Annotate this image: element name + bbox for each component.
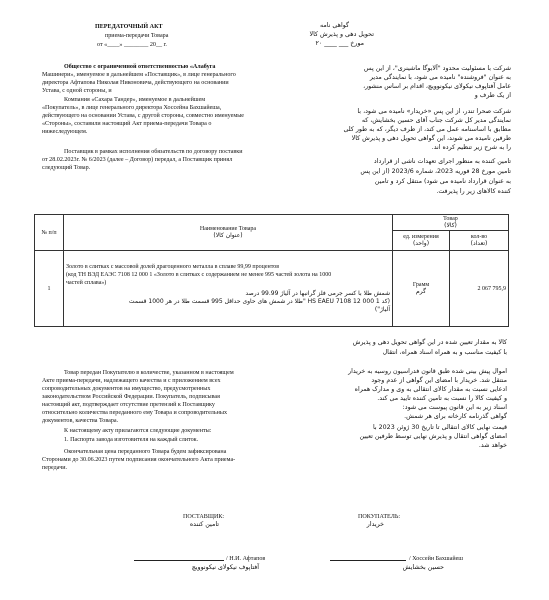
row-unit: Грамм گرم [393, 251, 450, 327]
preamble-fa-line: نمایندگی مدیر کل شرکت جناب آقای حسین بخشایش، که [361, 117, 511, 124]
preamble-ru-line: директора Афтапова Николая Никоновича, действующего на основании [42, 80, 229, 86]
col-header-goods: Товар (کالا) [393, 215, 509, 231]
act-subtitle-ru: приема-передачи Товара [105, 33, 169, 39]
col-header-unit: ед. измерения (واحد) [393, 231, 450, 251]
buyer-label-fa: خریدار [366, 521, 384, 528]
body-fa-line: امضای گواهی انتقال و پذیرش نهایی توسط طرفین تعیین [359, 433, 507, 440]
buyer-name-fa: حسین بخشایش [402, 564, 444, 571]
preamble-ru-line: Компания «Сахара Тандер», именуемое в дальнейшем [64, 97, 206, 103]
preamble-fa-line: به عنوان "فروشنده" نامیده می شود، با نمایندگی مدیر [369, 74, 511, 81]
body-fa-line: گواهی گذرنامه کارخانه برای هر شمش. [404, 413, 507, 420]
preamble-fa-line: شرکت صحرا تندر، از این پس «خریدار» نامیده می شود، با [357, 108, 511, 115]
body-ru-line: Товар передан Покупателю в количестве, указанном в настоящем [64, 370, 234, 376]
final-ru-line: Окончательная цена переданного Товара будем зафиксирована [64, 449, 227, 455]
preamble-ru-line: «Стороны», составили настоящий Акт приема-передачи Товара о [42, 121, 212, 127]
preamble-ru-line: Общество с ограниченной ответственностью «Алабуга [64, 64, 216, 70]
preamble-fa-line: طرفین نامیده می شوند، این گواهی تحویل دهی و پذیرش کالا [351, 135, 511, 142]
buyer-signature-line [330, 560, 406, 561]
final-ru-line: передачи. [42, 465, 68, 471]
act-title-ru: ПЕРЕДАТОЧНЫЙ АКТ [95, 24, 163, 30]
preamble-ru-line: Устава, с одной стороны, и [42, 88, 112, 94]
body-ru-line: относительно количества переданного ему Товара и сопроводительных [42, 410, 228, 416]
preamble-fa-line: شرکت با مسئولیت محدود "آلابوگا ماشینری"، از این پس [363, 65, 511, 72]
contract-ru-line: следующий Товар. [42, 165, 91, 171]
contract-fa-line: کننده کالاهای زیر را پذیرفت. [436, 188, 511, 195]
col-header-name: Наименование Товара (عنوان کالا) [64, 215, 393, 251]
col-header-num: № п/п [35, 215, 64, 251]
preamble-fa-line: مطابق با اساسنامه عمل می کند، از طرف دیگر، که به طور کلی [343, 126, 511, 133]
body-fa-line: و کیفیت کالا را نسبت به تامین کننده تایید می کند. [377, 395, 507, 402]
body-ru-line: сопроводительных документов на имущество, предусмотренных [42, 386, 211, 392]
attachments-intro: К настоящему акту прилагаются следующие документы: [64, 428, 212, 434]
after-table-fa-line: کالا به مقدار تعیین شده در این گواهی تحویل دهی و پذیرش [352, 339, 507, 346]
body-fa-line: قیمت نهایی کالای انتقالی تا تاریخ 30 ژوئن 2023 با [372, 424, 507, 431]
final-ru-line: Сторонами до 30.06.2023 путем подписания окончательного Акта приема- [42, 457, 236, 463]
supplier-label-fa: تامین کننده [189, 521, 219, 528]
attachment-item: 1. Паспорта завода изготовителя на каждый слиток. [64, 437, 199, 443]
preamble-fa-line: را به شرح زیر تنظیم کرده اند. [431, 144, 511, 151]
preamble-ru-line: действующего на основании Устава, с другой стороны, совместно именуемые [42, 113, 244, 119]
buyer-name-ru: / Хоссейн Бахшайеш [409, 556, 463, 562]
preamble-ru-line: Машинери», именуемое в дальнейшем «Поставщик», в лице генерального [42, 72, 236, 78]
after-table-fa-line: با کیفیت مناسب و به همراه اسناد همراه، انتقال [382, 349, 507, 356]
body-ru-line: настоящий акт, подтверждает отсутствие претензий к Поставщику [42, 402, 215, 408]
act-date-ru: от «____» ________ 20__ г. [97, 42, 167, 48]
act-subtitle-fa: تحویل دهی و پذیرش کالا [309, 31, 374, 38]
goods-table [34, 214, 509, 327]
body-ru-line: законодательством Российской Федерации. Покупатель, подписывая [42, 394, 220, 400]
body-ru-line: документов, качества Товара. [42, 418, 119, 424]
supplier-name-fa: آفتاپوف نیکولای نیکونوویچ [191, 564, 259, 571]
row-qty: 2 067 795,9 [450, 251, 509, 327]
body-ru-line: Акте приема-передачи, надлежащего качества и с приложением всех [42, 378, 221, 384]
act-title-fa: گواهی نامه [320, 22, 349, 29]
body-fa-line: خواهد شد. [478, 442, 507, 449]
supplier-signature-line [134, 560, 224, 561]
body-fa-line: اسناد زیر به این قانون پیوست می شود: [402, 404, 507, 411]
buyer-label-ru: ПОКУПАТЕЛЬ: [358, 514, 401, 520]
contract-ru-line: Поставщик в рамках исполнения обязательств по договору поставки [64, 149, 243, 155]
body-fa-line: ادعایی نسبت به مقدار کالای انتقالی به وی و مدارک همراه [354, 386, 507, 393]
contract-ru-line: от 28.02.2023г. № 6/2023 (далее – Договор) передал, а Поставщик принял [42, 157, 233, 163]
contract-fa-line: به عنوان قرارداد نامیده می شود) منتقل کرد و تامین [374, 178, 511, 185]
row-goods-name: Золото в слитках с массовой долей драгоценного металла в сплаве 99,99 процентов (код ТН ВЭД ЕАЭС 7108 12 000 1 «Золото в слитках с содержанием не менее 995 частей золота на 1000 частей сплава») شمش طلا با کسر جرمی فلز گرانبها در آلیاژ 99.99 درصد (کد HS EAEU 7108 12 000 1 "طلا در شمش های حاوی حداقل 995 قسمت طلا در هر 1000 قسمت آلیاژ") [64, 251, 393, 327]
row-num: 1 [35, 251, 64, 327]
col-header-qty: кол-во (تعداد) [450, 231, 509, 251]
preamble-ru-line: «Покупатель», в лице генерального директора Хоссейна Бахшайеша, [42, 105, 222, 111]
preamble-fa-line: از یک طرف و [474, 92, 511, 99]
body-fa-line: منتقل شد. خریدار با امضای این گواهی از عدم وجود [371, 377, 507, 384]
contract-fa-line: تامین مورخ 28 فوریه 2023، شماره 2023/6 (از این پس [360, 168, 511, 175]
act-date-fa: مورخ ___ ____ ۲۰ [315, 40, 364, 47]
table-row [35, 251, 509, 327]
contract-fa-line: تامین کننده به منظور اجرای تعهدات ناشی از قرارداد [373, 158, 511, 165]
body-fa-line: اموال پیش بینی شده طبق قانون فدراسیون روسیه به خریدار [348, 368, 507, 375]
supplier-name-ru: / Н.И. Афтапов [226, 556, 266, 562]
preamble-ru-line: нижеследующем. [42, 129, 88, 135]
supplier-label-ru: ПОСТАВЩИК: [183, 514, 225, 520]
preamble-fa-line: عامل آفتاپوف نیکولای نیکونوویچ، اقدام بر اساس منشور، [363, 83, 511, 90]
